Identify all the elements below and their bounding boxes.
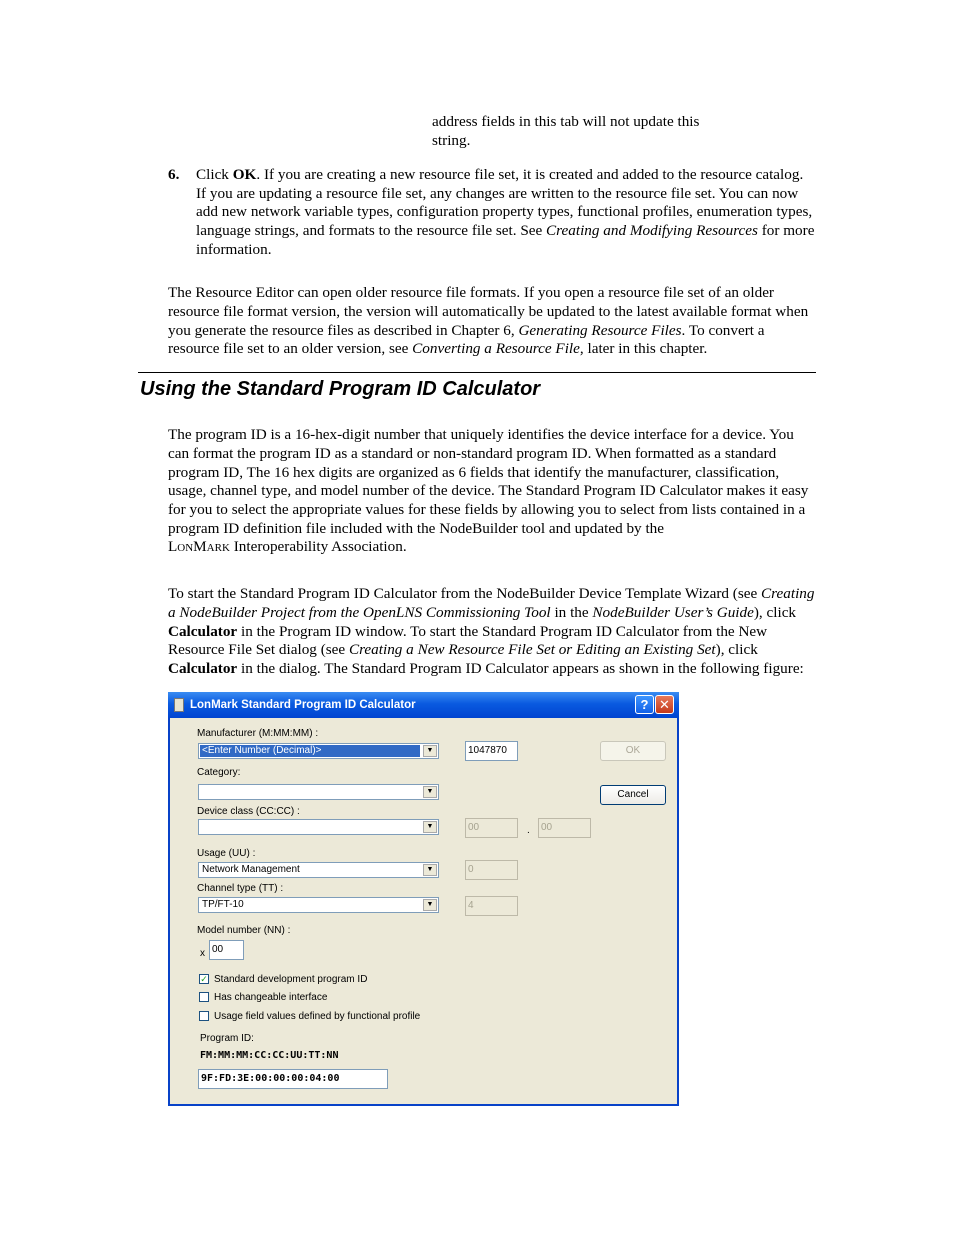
para3-part5: ), click <box>715 641 758 659</box>
para1-reference-2: Converting a Resource File <box>412 340 580 358</box>
start-calculator-paragraph <box>168 585 818 679</box>
chevron-down-icon[interactable]: ▼ <box>423 786 437 798</box>
continuation-line-1: address fields in this tab will not update this <box>432 113 700 130</box>
para3-part1: To start the Standard Program ID Calculator from the NodeBuilder Device Template Wizard (see <box>168 585 762 603</box>
close-button[interactable]: ✕ <box>655 695 674 714</box>
category-combo-value <box>200 786 420 798</box>
usage-label: Usage (UU) : <box>197 848 256 859</box>
para3-calculator-2: Calculator <box>168 660 238 677</box>
checkbox-label-standard-program-id: Standard development program ID <box>214 974 368 985</box>
step-text-part2: . If you are creating a new resource file set, it is created and added to the resource catalog. If you are updating a resource file set, any changes are written to the resource file set. You can now add new network variable types, configuration property types, functional profiles, enumeration types, language strings, and formats to the resource file set. See <box>196 166 813 240</box>
channel-number-field[interactable]: 4 <box>465 896 518 916</box>
model-number-label: Model number (NN) : <box>197 925 291 936</box>
manufacturer-combo-value: <Enter Number (Decimal)> <box>200 745 420 757</box>
step-text-part3: for more information. <box>196 222 815 258</box>
program-id-field[interactable]: 9F:FD:3E:00:00:00:04:00 <box>198 1069 388 1089</box>
device-class-field-2[interactable]: 00 <box>538 818 591 838</box>
program-id-calculator-dialog <box>168 692 679 1106</box>
model-prefix: x <box>200 948 205 959</box>
program-id-label: Program ID: <box>200 1033 254 1044</box>
model-number-field[interactable]: 00 <box>209 940 244 960</box>
device-class-label: Device class (CC:CC) : <box>197 806 300 817</box>
usage-combo[interactable] <box>198 862 439 878</box>
step-number: 6. <box>168 166 180 183</box>
check-icon: ✓ <box>200 974 208 984</box>
device-class-combo[interactable] <box>198 819 439 835</box>
para3-reference-3: Creating a New Resource File Set or Editing an Existing Set <box>348 641 716 659</box>
para2-end: Interoperability Association. <box>229 538 407 556</box>
chevron-down-icon[interactable]: ▼ <box>423 864 437 876</box>
checkbox-changeable-interface[interactable] <box>199 992 209 1002</box>
chevron-down-icon[interactable]: ▼ <box>423 899 437 911</box>
checkbox-usage-by-profile[interactable] <box>199 1011 209 1021</box>
dialog-title-bar[interactable] <box>168 692 679 718</box>
checkbox-standard-program-id[interactable] <box>199 974 209 984</box>
help-button[interactable]: ? <box>635 695 654 714</box>
lonmark-name: LonMark <box>168 538 230 556</box>
para3-reference-1: Creating a NodeBuilder Project from the OpenLNS Commissioning Tool <box>168 585 815 621</box>
category-label: Category: <box>197 767 241 778</box>
checkbox-label-usage-by-profile: Usage field values defined by functional profile <box>214 1011 421 1022</box>
step-6-text <box>196 166 816 260</box>
section-rule <box>138 372 816 373</box>
step-text-part1: Click <box>196 166 233 183</box>
manufacturer-number-field[interactable]: 1047870 <box>465 741 518 761</box>
para3-part2: in the <box>550 603 593 621</box>
section-heading: Using the Standard Program ID Calculator <box>140 378 541 400</box>
para3-calculator-1: Calculator <box>168 622 238 640</box>
chevron-down-icon[interactable]: ▼ <box>423 821 437 833</box>
chevron-down-icon[interactable]: ▼ <box>423 745 437 757</box>
category-combo[interactable] <box>198 784 439 800</box>
checkbox-label-changeable-interface: Has changeable interface <box>214 992 328 1003</box>
para2-main: The program ID is a 16-hex-digit number that uniquely identifies the device interface for a device. You can format the program ID as a standard or non-standard program ID. When formatted as a standard program ID, The 16 hex digits are organized as 6 fields that identify the manufacturer, classification, usage, channel type, and model number of the device. The Standard Program ID Calculator makes it easy for you to select the appropriate values for these fields by allowing you to select from lists contained in a program ID definition file included with the NodeBuilder tool and updated by the <box>168 426 809 537</box>
step-reference: Creating and Modifying Resources <box>546 222 758 240</box>
ok-button[interactable]: OK <box>600 741 666 761</box>
step-ok-bold: OK <box>232 166 257 183</box>
device-class-field-1[interactable]: 00 <box>465 818 518 838</box>
para3-part6: in the dialog. The Standard Program ID Calculator appears as shown in the following figure: <box>237 660 804 677</box>
app-icon <box>174 698 184 712</box>
para3-part3: ), click <box>753 603 797 621</box>
channel-type-combo-value: TP/FT-10 <box>202 899 244 910</box>
para3-reference-2: NodeBuilder User’s Guide <box>592 603 754 621</box>
device-class-separator: . <box>527 825 530 836</box>
continuation-line-2: string. <box>432 131 471 149</box>
continuation-text <box>432 113 832 150</box>
para1-part1: The Resource Editor can open older resource file formats. If you open a resource file set of an older resource file format version, the version will automatically be updated to the latest available format when you generate the resource files as described in Chapter 6, <box>168 284 809 339</box>
device-class-combo-value <box>200 821 420 833</box>
program-id-format: FM:MM:MM:CC:CC:UU:TT:NN <box>200 1050 339 1061</box>
usage-combo-value: Network Management <box>202 864 300 875</box>
channel-type-label: Channel type (TT) : <box>197 883 284 894</box>
usage-number-field[interactable]: 0 <box>465 860 518 880</box>
channel-type-combo[interactable] <box>198 897 439 913</box>
para1-part2: . To convert a resource file set to an older version, see <box>168 321 765 358</box>
cancel-button[interactable]: Cancel <box>600 785 666 805</box>
para3-part4: in the Program ID window. To start the Standard Program ID Calculator from the New Resource File Set dialog (see <box>168 622 768 659</box>
manufacturer-combo[interactable] <box>198 743 439 759</box>
dialog-title: LonMark Standard Program ID Calculator <box>190 699 416 711</box>
program-id-paragraph <box>168 426 818 557</box>
para1-reference-1: Generating Resource Files <box>518 321 682 339</box>
para1-part3: , later in this chapter. <box>579 340 708 358</box>
manufacturer-label: Manufacturer (M:MM:MM) : <box>197 728 319 739</box>
resource-format-paragraph <box>168 284 818 359</box>
